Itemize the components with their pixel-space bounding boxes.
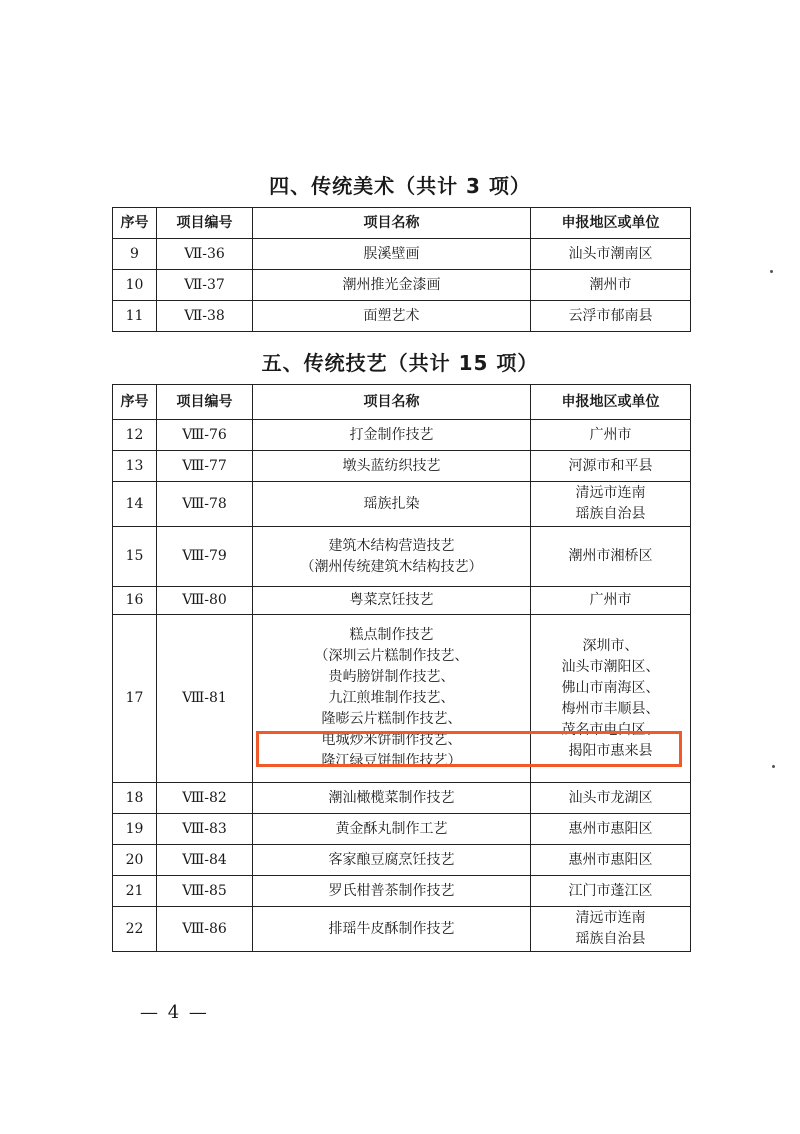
region-line: 江门市蓬江区 [568, 882, 653, 899]
table-row [113, 270, 691, 301]
region-line: 深圳市、 [582, 637, 639, 654]
table-row [113, 527, 691, 587]
project-name [253, 527, 531, 587]
header-code: 项目编号 [157, 385, 253, 420]
region [531, 527, 691, 587]
project-code: Ⅷ-85 [157, 876, 253, 907]
project-name [253, 845, 531, 876]
section-title-traditional-art: 四、传统美术（共计 3 项） [269, 174, 531, 198]
region-line: 广州市 [589, 592, 632, 608]
project-name [253, 270, 531, 301]
region-line: 汕头市潮阳区、 [561, 658, 660, 675]
row-number: 9 [113, 239, 157, 270]
row-number: 17 [113, 615, 157, 783]
project-name-line: 电城炒米饼制作技艺、 [321, 732, 462, 748]
row-number: 13 [113, 451, 157, 482]
table-row [113, 239, 691, 270]
region [531, 876, 691, 907]
project-code: Ⅷ-82 [157, 783, 253, 814]
project-name [253, 239, 531, 270]
region-line: 河源市和平县 [568, 457, 653, 474]
table-row [113, 845, 691, 876]
header-no: 序号 [113, 385, 157, 420]
project-code: Ⅷ-79 [157, 527, 253, 587]
project-name-line: 糕点制作技艺 [349, 627, 434, 643]
project-name [253, 587, 531, 615]
region [531, 482, 691, 527]
row-number: 10 [113, 270, 157, 301]
traditional-craft-table [112, 384, 691, 952]
region [531, 783, 691, 814]
region-line: 惠州市惠阳区 [568, 820, 653, 837]
project-code: Ⅶ-38 [157, 301, 253, 332]
scan-speck [770, 270, 773, 273]
project-name-line: 罗氏柑普茶制作技艺 [328, 882, 455, 899]
table-row [113, 907, 691, 952]
table-body [113, 420, 691, 952]
header-region: 申报地区或单位 [531, 385, 691, 420]
region [531, 814, 691, 845]
highlight-box [256, 731, 682, 767]
project-name-line: 贵屿膀饼制作技艺、 [328, 669, 455, 685]
project-code: Ⅷ-84 [157, 845, 253, 876]
region-line: 云浮市郁南县 [568, 307, 653, 324]
row-number: 15 [113, 527, 157, 587]
row-number: 20 [113, 845, 157, 876]
section-title-traditional-craft: 五、传统技艺（共计 15 项） [261, 351, 539, 375]
header-region: 申报地区或单位 [531, 208, 691, 239]
region-line: 潮州市 [589, 276, 632, 293]
project-name [253, 482, 531, 527]
project-name-line: 打金制作技艺 [349, 426, 434, 443]
region-line: 茂名市电白区、 [561, 721, 660, 738]
region [531, 451, 691, 482]
table-row [113, 876, 691, 907]
project-code: Ⅷ-81 [157, 615, 253, 783]
page-number: — 4 — [140, 1002, 209, 1023]
region [531, 845, 691, 876]
region-line: 惠州市惠阳区 [568, 851, 653, 868]
project-name [253, 783, 531, 814]
project-name-line: （深圳云片糕制作技艺、 [314, 648, 469, 664]
project-name-line: 粤菜烹饪技艺 [349, 592, 434, 608]
region [531, 239, 691, 270]
region [531, 420, 691, 451]
region-line: 清远市连南 [575, 910, 646, 926]
row-number: 14 [113, 482, 157, 527]
region [531, 587, 691, 615]
project-name-line: 建筑木结构营造技艺 [328, 537, 455, 554]
row-number: 22 [113, 907, 157, 952]
project-name-line: 脵溪壁画 [363, 245, 420, 262]
region [531, 301, 691, 332]
project-code: Ⅷ-76 [157, 420, 253, 451]
project-name [253, 876, 531, 907]
header-name: 项目名称 [253, 385, 531, 420]
row-number: 18 [113, 783, 157, 814]
project-name [253, 301, 531, 332]
table-row [113, 420, 691, 451]
region-line: 揭阳市惠来县 [568, 742, 653, 759]
region-line: 瑶族自治县 [575, 506, 646, 522]
project-name-line: 隆嘭云片糕制作技艺、 [321, 711, 462, 727]
table-row [113, 301, 691, 332]
project-code: Ⅶ-36 [157, 239, 253, 270]
row-number: 12 [113, 420, 157, 451]
project-name-line: 墩头蓝纺织技艺 [342, 457, 441, 474]
traditional-art-table [112, 207, 691, 332]
project-code: Ⅶ-37 [157, 270, 253, 301]
scan-speck [772, 765, 775, 768]
region [531, 907, 691, 952]
project-code: Ⅷ-78 [157, 482, 253, 527]
region-line: 瑶族自治县 [575, 931, 646, 947]
project-code: Ⅷ-86 [157, 907, 253, 952]
region-line: 广州市 [589, 426, 632, 443]
table-body [113, 239, 691, 332]
table-row [113, 814, 691, 845]
project-name-line: 瑶族扎染 [363, 495, 420, 512]
table-header-row [113, 385, 691, 420]
region-line: 汕头市潮南区 [568, 245, 653, 262]
row-number: 11 [113, 301, 157, 332]
project-name-line: 排瑶牛皮酥制作技艺 [328, 920, 455, 937]
project-name [253, 907, 531, 952]
project-code: Ⅷ-77 [157, 451, 253, 482]
project-name-line: 客家酿豆腐烹饪技艺 [328, 851, 455, 868]
project-code: Ⅷ-83 [157, 814, 253, 845]
row-number: 16 [113, 587, 157, 615]
region [531, 270, 691, 301]
header-code: 项目编号 [157, 208, 253, 239]
row-number: 21 [113, 876, 157, 907]
project-code: Ⅷ-80 [157, 587, 253, 615]
region-line: 清远市连南 [575, 485, 646, 501]
region-line: 汕头市龙湖区 [568, 789, 653, 806]
table-row [113, 587, 691, 615]
header-no: 序号 [113, 208, 157, 239]
project-name [253, 451, 531, 482]
project-name [253, 814, 531, 845]
table-row [113, 482, 691, 527]
project-name-line: 潮州推光金漆画 [342, 276, 441, 293]
table-row [113, 451, 691, 482]
project-name-line: 潮汕橄榄菜制作技艺 [328, 789, 455, 806]
table-row [113, 783, 691, 814]
project-name-line: （潮州传统建筑木结构技艺） [300, 558, 483, 575]
row-number: 19 [113, 814, 157, 845]
region-line: 佛山市南海区、 [561, 679, 660, 696]
table-header-row [113, 208, 691, 239]
project-name-line: 黄金酥丸制作工艺 [335, 820, 448, 837]
project-name-line: 隆江绿豆饼制作技艺） [321, 753, 462, 769]
project-name [253, 420, 531, 451]
region-line: 潮州市湘桥区 [568, 548, 653, 564]
header-name: 项目名称 [253, 208, 531, 239]
region-line: 梅州市丰顺县、 [561, 700, 660, 717]
project-name-line: 面塑艺术 [363, 307, 420, 324]
project-name-line: 九江煎堆制作技艺、 [328, 690, 455, 706]
